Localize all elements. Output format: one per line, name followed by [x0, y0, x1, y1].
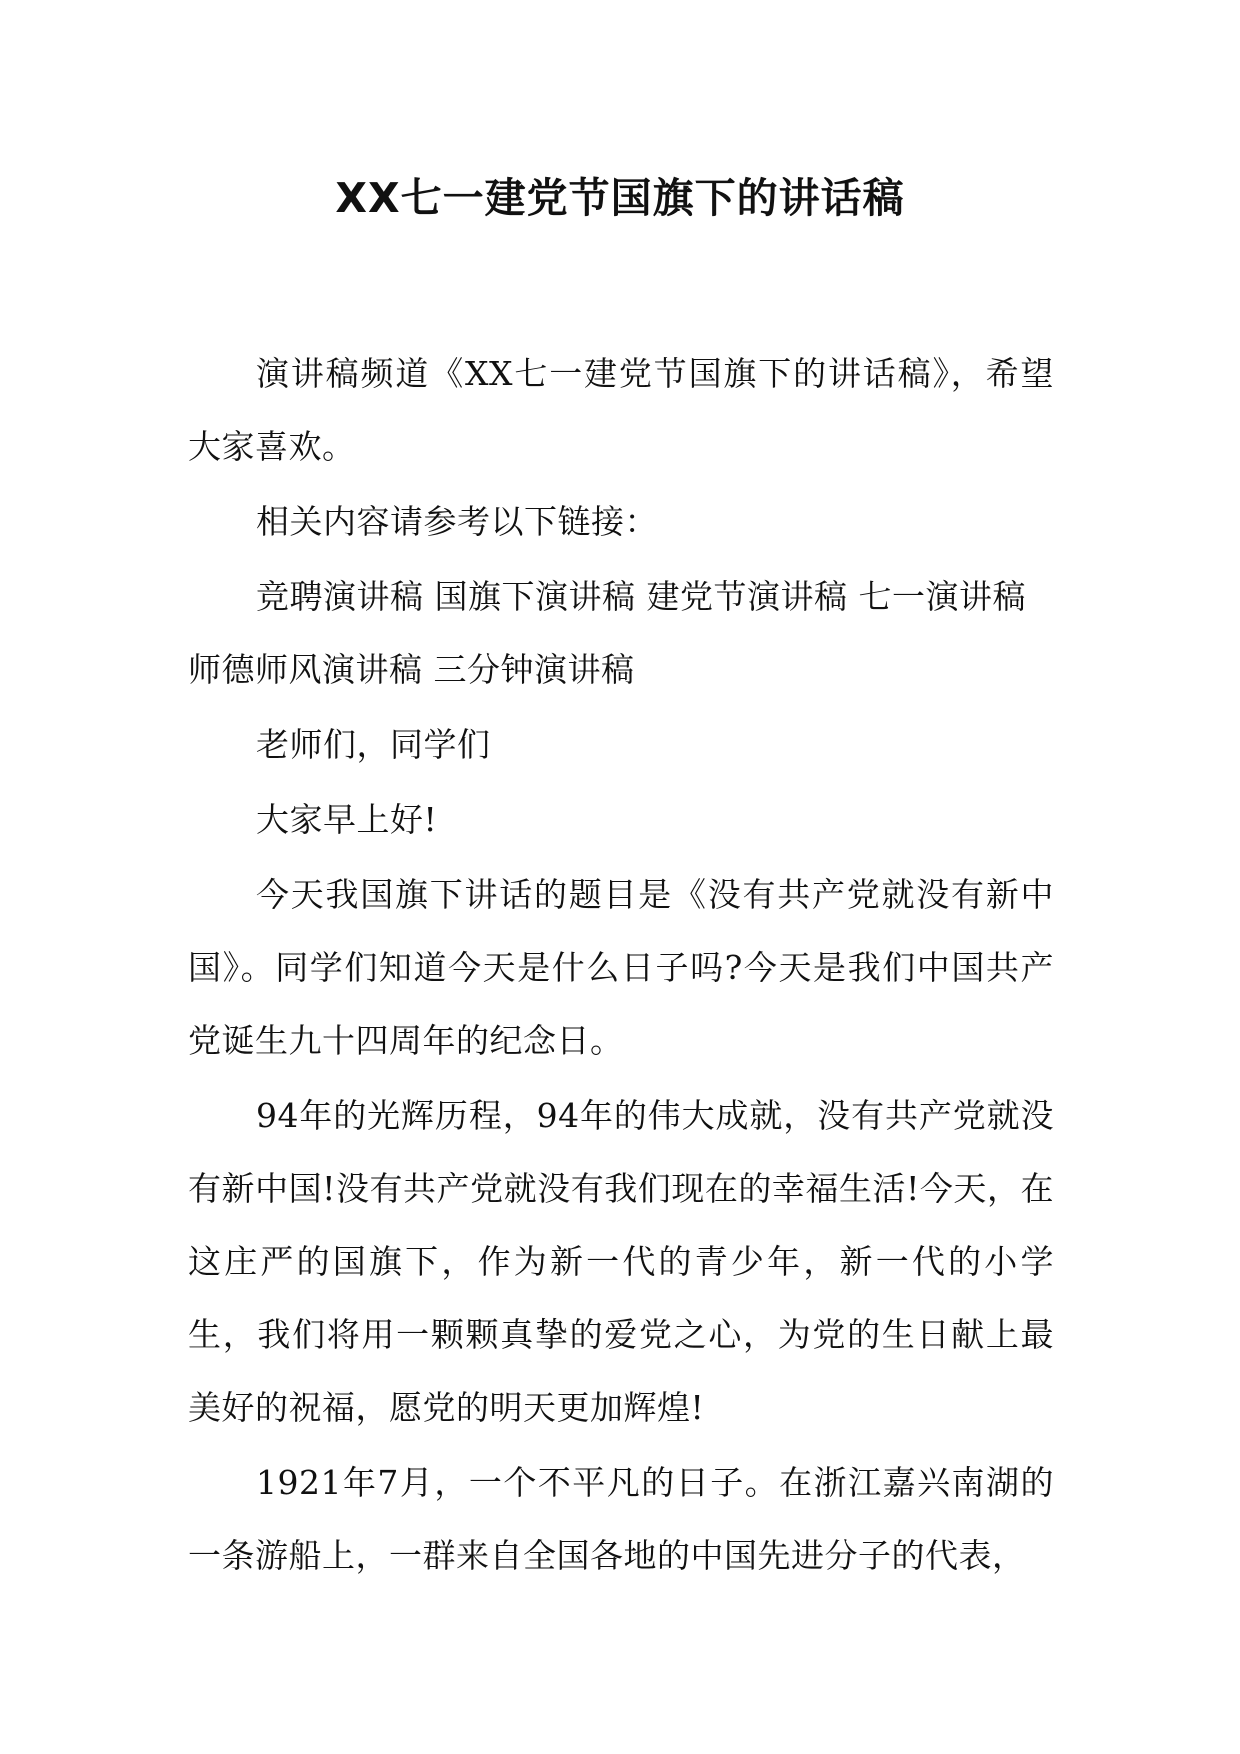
document-title: XX七一建党节国旗下的讲话稿	[335, 174, 905, 222]
speech-topic-paragraph: 今天我国旗下讲话的题目是《没有共产党就没有新中国》。同学们知道今天是什么日子吗?今天是我们中国共产党诞生九十四周年的纪念日。	[188, 875, 1054, 1060]
history-paragraph: 1921年7月，一个不平凡的日子。在浙江嘉兴南湖的一条游船上，一群来自全国各地的中国先进分子的代表，	[188, 1463, 1054, 1575]
intro-paragraph: 演讲稿频道《XX七一建党节国旗下的讲话稿》，希望大家喜欢。	[188, 354, 1054, 466]
related-links-list: 竞聘演讲稿 国旗下演讲稿 建党节演讲稿 七一演讲稿 师德师风演讲稿 三分钟演讲稿	[188, 577, 1026, 689]
greeting: 大家早上好!	[256, 800, 438, 839]
salutation-teachers-students: 老师们，同学们	[256, 725, 491, 764]
related-links-label: 相关内容请参考以下链接：	[256, 502, 658, 541]
achievements-paragraph: 94年的光辉历程，94年的伟大成就，没有共产党就没有新中国!没有共产党就没有我们现在的幸福生活!今天，在这庄严的国旗下，作为新一代的青少年，新一代的小学生，我们将用一颗颗真挚的爱党之心，为党的生日献上最美好的祝福，愿党的明天更加辉煌!	[188, 1096, 1054, 1427]
document-body	[188, 337, 1054, 1594]
